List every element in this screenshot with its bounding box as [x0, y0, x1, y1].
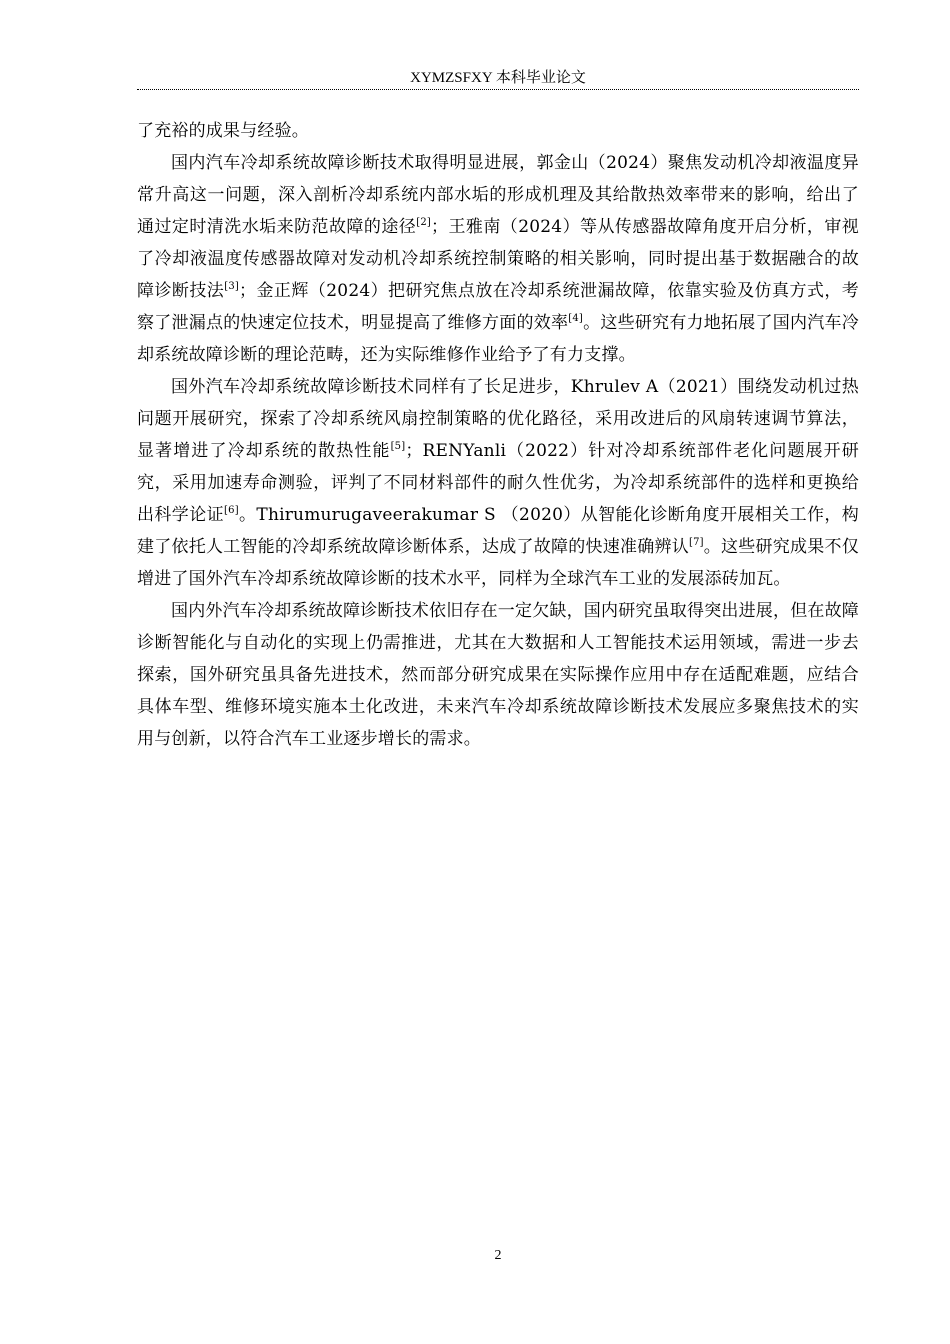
header-title: XYMZSFXY 本科毕业论文: [410, 70, 586, 86]
text-run: 了充裕的成果与经验。: [137, 121, 309, 141]
paragraph-3: [137, 595, 859, 755]
text-run: ；RENYanli（2022）针对冷却系统部件老化问题展开研究，采用加速寿命测验，评判了不同材料部件的耐久性优劣，为冷却系统部件的选样和更换给出科学论证: [137, 441, 859, 525]
text-run: 。这些研究成果不仅增进了国外汽车冷却系统故障诊断的技术水平，同样为全球汽车工业的发展添砖加瓦。: [137, 537, 859, 589]
text-run: ；王雅南（2024）等从传感器故障角度开启分析，审视了冷却液温度传感器故障对发动机冷却系统控制策略的相关影响，同时提出基于数据融合的故障诊断技法: [137, 217, 859, 301]
text-run: 国内外汽车冷却系统故障诊断技术依旧存在一定欠缺，国内研究虽取得突出进展，但在故障诊断智能化与自动化的实现上仍需推进，尤其在大数据和人工智能技术运用领域，需进一步去探索，国外研究虽具备先进技术，然而部分研究成果在实际操作应用中存在适配难题，应结合具体车型、维修环境实施本土化改进，未来汽车冷却系统故障诊断技术发展应多聚焦技术的实用与创新，以符合汽车工业逐步增长的需求。: [137, 601, 859, 749]
page-header: [137, 68, 859, 90]
paragraph-2: [137, 371, 859, 595]
citation-superscript: [6]: [224, 505, 239, 516]
citation-superscript: [4]: [568, 313, 584, 324]
page-number: [0, 1247, 950, 1265]
paragraph-1: [137, 147, 859, 371]
page-number-text: 2: [494, 1248, 502, 1263]
text-run: 国外汽车冷却系统故障诊断技术同样有了长足进步，Khrulev A（2021）围绕发动机过热问题开展研究，探索了冷却系统风扇控制策略的优化路径，采用改进后的风扇转速调节算法，显著增进了冷却系统的散热性能: [137, 377, 859, 461]
citation-superscript: [3]: [224, 281, 240, 292]
text-run: 国内汽车冷却系统故障诊断技术取得明显进展，郭金山（2024）聚焦发动机冷却液温度异常升高这一问题，深入剖析冷却系统内部水垢的形成机理及其给散热效率带来的影响，给出了通过定时清洗水垢来防范故障的途径: [137, 153, 859, 237]
body-text: [137, 115, 859, 755]
citation-superscript: [2]: [416, 217, 431, 228]
text-run: 。Thirumurugaveerakumar S （2020）从智能化诊断角度开展相关工作，构建了依托人工智能的冷却系统故障诊断体系，达成了故障的快速准确辨认: [137, 505, 860, 557]
citation-superscript: [7]: [688, 537, 704, 548]
text-run: ；金正辉（2024）把研究焦点放在冷却系统泄漏故障，依靠实验及仿真方式，考察了泄漏点的快速定位技术，明显提高了维修方面的效率: [137, 281, 859, 333]
text-run: 。这些研究有力地拓展了国内汽车冷却系统故障诊断的理论范畴，还为实际维修作业给予了有力支撑。: [137, 313, 860, 365]
paragraph-0: [137, 115, 859, 147]
citation-superscript: [5]: [390, 441, 406, 452]
